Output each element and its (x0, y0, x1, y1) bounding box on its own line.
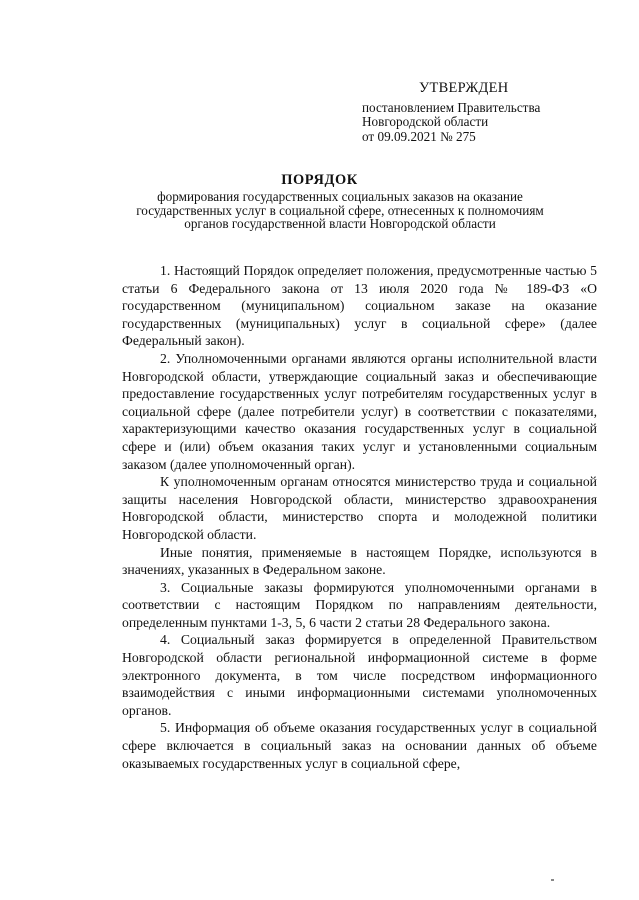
document-body (122, 262, 597, 772)
approval-line: постановлением Правительства (362, 99, 541, 115)
approval-stamp (362, 81, 622, 144)
document-title: ПОРЯДОК (281, 172, 358, 188)
subtitle-line: государственных услуг в социальной сфере, отнесенных к полномочиям (136, 202, 544, 218)
document-subtitle (110, 190, 570, 231)
scan-artifact (551, 879, 554, 881)
paragraph-7: 5. Информация об объеме оказания государственных услуг в социальной сфере включается в социальный заказ на основании данных об объеме оказываемых государственных услуг в социальной сфере, (122, 720, 597, 771)
paragraph-3: К уполномоченным органам относятся министерство труда и социальной защиты населения Новгородской области, министерство здравоохранения Новгородской области, министерство спорта и молодежной политики Новгородской области. (122, 474, 597, 542)
paragraph-5: 3. Социальные заказы формируются уполномоченными органами в соответствии с настоящим Порядком по направлениям деятельности, определенным пунктами 1-3, 5, 6 части 2 статьи 28 Федерального закона. (122, 579, 597, 630)
paragraph-1: 1. Настоящий Порядок определяет положения, предусмотренные частью 5 статьи 6 Федерального закона от 13 июля 2020 года № 189-ФЗ «О государственном (муниципальном) социальном заказе на оказание государственных (муниципальных) услуг в социальной сфере» (далее Федеральный закон). (122, 263, 597, 349)
approval-line: от 09.09.2021 № 275 (362, 128, 476, 144)
approval-line: Новгородской области (362, 114, 489, 130)
subtitle-line: органов государственной власти Новгородской области (184, 216, 496, 232)
approval-heading: УТВЕРЖДЕН (419, 80, 509, 96)
paragraph-6: 4. Социальный заказ формируется в определенной Правительством Новгородской области региональной информационной системе в форме электронного документа, в том числе посредством информационного взаимодействия с иными информационными системами уполномоченных органов. (122, 632, 597, 718)
paragraph-4: Иные понятия, применяемые в настоящем Порядке, используются в значениях, указанных в Федеральном законе. (122, 544, 597, 578)
subtitle-line: формирования государственных социальных заказов на оказание (157, 189, 523, 204)
paragraph-2: 2. Уполномоченными органами являются органы исполнительной власти Новгородской области, утверждающие социальный заказ и обеспечивающие предоставление государственных услуг потребителям государственных услуг в социальной сфере (далее потребители услуг) в соответствии с показателями, характеризующими качество оказания государственных услуг в социальной сфере и (или) объем оказания таких услуг и установленными социальным заказом (далее уполномоченный орган). (122, 350, 597, 472)
